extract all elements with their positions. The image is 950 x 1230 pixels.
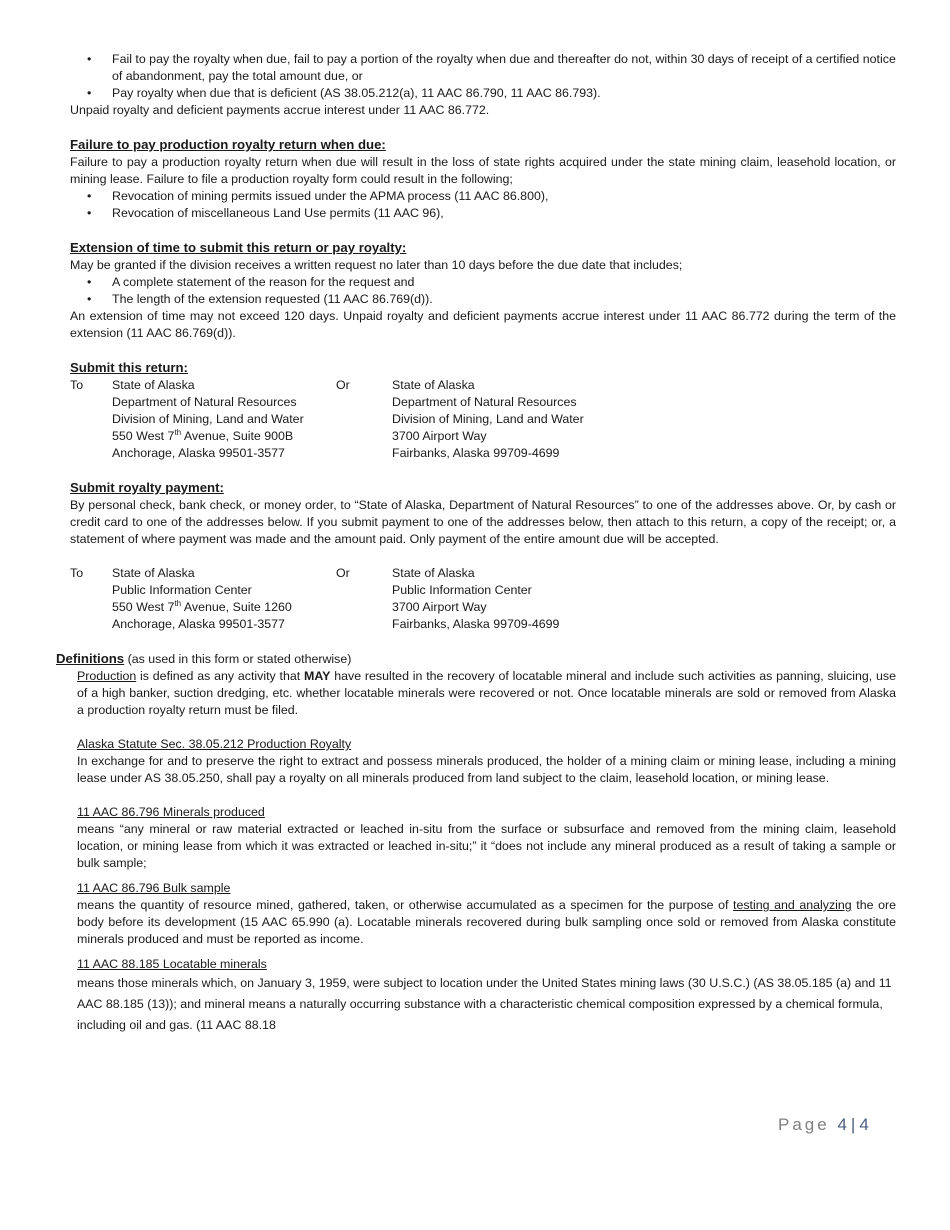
definitions-heading: Definitions (as used in this form or stated otherwise) bbox=[56, 651, 352, 666]
extension-heading: Extension of time to submit this return or pay royalty: bbox=[70, 240, 407, 255]
definition-text: In exchange for and to preserve the right to extract and possess minerals produced, the holder of a mining claim or mining lease, including a mining lease under AS 38.05.250, shall pay a royalty on all minerals produced from land subject to the claim, leasehold location, or mining lease. bbox=[77, 754, 896, 785]
extension-text: May be granted if the division receives a written request no later than 10 days before the due date that includes; bbox=[70, 258, 683, 272]
return-address-block bbox=[70, 377, 896, 462]
to-label: To bbox=[70, 378, 84, 392]
anchorage-address bbox=[112, 377, 336, 462]
page-separator: | bbox=[850, 1115, 856, 1134]
list-item: • Revocation of mining permits issued under the APMA process (11 AAC 86.800), bbox=[70, 188, 896, 205]
address-line: Anchorage, Alaska 99501-3577 bbox=[112, 617, 285, 631]
address-line: Division of Mining, Land and Water bbox=[112, 412, 304, 426]
fairbanks-pic-address bbox=[392, 565, 896, 633]
address-line: State of Alaska bbox=[112, 378, 195, 392]
address-line: State of Alaska bbox=[392, 378, 475, 392]
list-item: • A complete statement of the reason for the request and bbox=[70, 274, 896, 291]
address-line: Fairbanks, Alaska 99709-4699 bbox=[392, 446, 560, 460]
list-item: • Revocation of miscellaneous Land Use permits (11 AAC 96), bbox=[70, 205, 896, 222]
address-line: Public Information Center bbox=[112, 583, 252, 597]
payment-address-block bbox=[70, 565, 896, 633]
address-line: Division of Mining, Land and Water bbox=[392, 412, 584, 426]
definition-term: 11 AAC 88.185 Locatable minerals bbox=[77, 957, 267, 971]
address-line: Public Information Center bbox=[392, 583, 532, 597]
definition-bulk-sample: 11 AAC 86.796 Bulk sample means the quantity of resource mined, gathered, taken, or otherwise accumulated as a specimen for the purpose of testing and analyzing the ore body before its development (15 AAC 65.990 (a). Locatable minerals recovered during bulk sampling once sold or removed from Alaska constitute minerals produced and must be reported as income. bbox=[77, 881, 896, 946]
submit-return-heading: Submit this return: bbox=[70, 360, 188, 375]
submit-payment-heading: Submit royalty payment: bbox=[70, 480, 224, 495]
anchorage-pic-address bbox=[112, 565, 336, 633]
fairbanks-address bbox=[392, 377, 896, 462]
failure-heading: Failure to pay production royalty return when due: bbox=[70, 137, 386, 152]
address-line: Fairbanks, Alaska 99709-4699 bbox=[392, 617, 560, 631]
extension-bullet-list bbox=[70, 274, 896, 308]
to-label: To bbox=[70, 566, 84, 580]
payment-text: By personal check, bank check, or money order, to “State of Alaska, Department of Natural Resources” to one of the addresses above. Or, by cash or credit card to one of the addresses below. If you submit payment to one of the addresses below, then attach to this return, a copy of the receipt; or, a statement of where payment was made and the amount paid. Only payment of the entire amount due will be accepted. bbox=[70, 498, 896, 546]
definition-statute bbox=[77, 736, 896, 787]
definition-production: Production is defined as any activity that MAY have resulted in the recovery of locatable mineral and include such activities as panning, sluicing, use of a high banker, suction dredging, etc. whether locatable minerals were recovered or not. Once locatable minerals are sold or removed from Alaska a production royalty return must be filed. bbox=[77, 669, 897, 717]
list-item: • The length of the extension requested (11 AAC 86.769(d)). bbox=[70, 291, 896, 308]
definitions-section bbox=[56, 650, 896, 1036]
document-page bbox=[56, 51, 897, 1032]
penalty-bullet-list bbox=[70, 51, 896, 102]
failure-bullet-list bbox=[70, 188, 896, 222]
current-page: 4 bbox=[837, 1115, 847, 1134]
failure-text: Failure to pay a production royalty return when due will result in the loss of state rights acquired under the state mining claim, leasehold location, or mining lease. Failure to file a production royalty form could result in the following; bbox=[70, 155, 896, 186]
or-label: Or bbox=[336, 378, 350, 392]
address-line: Department of Natural Resources bbox=[112, 395, 297, 409]
extension-limit-text: An extension of time may not exceed 120 days. Unpaid royalty and deficient payments accrue interest under 11 AAC 86.772 during the term of the extension (11 AAC 86.769(d)). bbox=[70, 309, 896, 340]
definition-locatable bbox=[77, 956, 896, 1036]
address-line: State of Alaska bbox=[392, 566, 475, 580]
page-number bbox=[778, 1116, 869, 1133]
definition-term: 11 AAC 86.796 Minerals produced bbox=[77, 805, 265, 819]
address-line: 550 West 7th Avenue, Suite 1260 bbox=[112, 598, 292, 614]
or-label: Or bbox=[336, 566, 350, 580]
list-item: • Pay royalty when due that is deficient (AS 38.05.212(a), 11 AAC 86.790, 11 AAC 86.793). bbox=[70, 85, 896, 102]
definition-minerals-produced bbox=[77, 804, 896, 872]
address-line: 3700 Airport Way bbox=[392, 429, 487, 443]
definition-term: 11 AAC 86.796 Bulk sample bbox=[77, 881, 231, 895]
address-line: Anchorage, Alaska 99501-3577 bbox=[112, 446, 285, 460]
page-word: Page bbox=[778, 1115, 830, 1134]
definition-text: means those minerals which, on January 3, 1959, were subject to location under the United States mining laws (30 U.S.C.) (AS 38.05.185 (a) and 11 AAC 88.185 (13)); and mineral means a naturally occurring substance with a characteristic chemical composition expressed by a chemical formula, including oil and gas. (11 AAC 88.18 bbox=[77, 976, 892, 1032]
definition-term: Production bbox=[77, 669, 137, 683]
interest-note: Unpaid royalty and deficient payments accrue interest under 11 AAC 86.772. bbox=[70, 103, 490, 117]
address-line: Department of Natural Resources bbox=[392, 395, 577, 409]
address-line: 3700 Airport Way bbox=[392, 600, 487, 614]
address-line: 550 West 7th Avenue, Suite 900B bbox=[112, 427, 294, 443]
address-line: State of Alaska bbox=[112, 566, 195, 580]
definition-term: Alaska Statute Sec. 38.05.212 Production Royalty bbox=[77, 737, 352, 751]
list-item: • Fail to pay the royalty when due, fail to pay a portion of the royalty when due and thereafter do not, within 30 days of receipt of a certified notice of abandonment, pay the total amount due, or bbox=[70, 51, 896, 85]
definition-text: means “any mineral or raw material extracted or leached in-situ from the surface or subsurface and removed from the mining claim, leasehold location, or mining lease from which it was extracted or leached in-situ;” it “does not include any mineral produced as a result of taking a sample or bulk sample; bbox=[77, 822, 896, 870]
total-pages: 4 bbox=[859, 1115, 869, 1134]
